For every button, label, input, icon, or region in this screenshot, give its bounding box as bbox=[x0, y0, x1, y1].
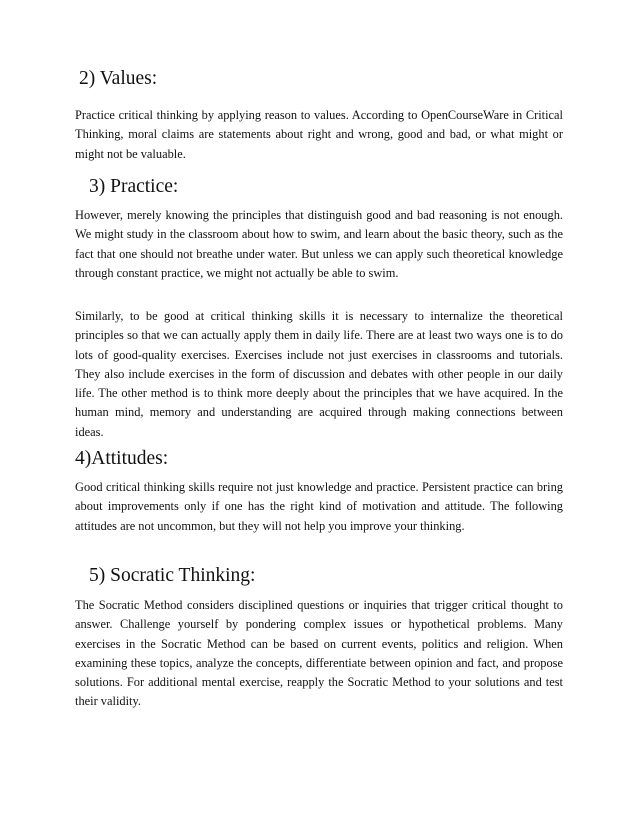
paragraph-practice-2: Similarly, to be good at critical thinking skills it is necessary to internalize the theoretical principles so that we can actually apply them in daily life. There are at least two ways one is to do lots of good-quality exercises. Exercises include not just exercises in classrooms and tutorials. They also include exercises in the form of discussion and debates with other people in our daily life. The other method is to think more deeply about the principles that we have acquired. In the human mind, memory and understanding are acquired through making connections between ideas. bbox=[75, 309, 563, 439]
heading-socratic-thinking: 5) Socratic Thinking: bbox=[89, 565, 256, 586]
heading-attitudes: 4)Attitudes: bbox=[75, 448, 169, 469]
paragraph-socratic-thinking: The Socratic Method considers disciplined questions or inquiries that trigger critical thought to answer. Challenge yourself by pondering complex issues or hypothetical problems. Many exercises in the Socratic Method can be based on current events, politics and religion. When examining these topics, analyze the concepts, differentiate between opinion and fact, and propose solutions. For additional mental exercise, reapply the Socratic Method to your solutions and test their validity. bbox=[75, 598, 563, 709]
paragraph-practice-1: However, merely knowing the principles that distinguish good and bad reasoning is not enough. We might study in the classroom about how to swim, and learn about the basic theory, such as the fact that one should not breathe under water. But unless we can apply such theoretical knowledge through constant practice, we might not actually be able to swim. bbox=[75, 208, 563, 280]
paragraph-values: Practice critical thinking by applying reason to values. According to OpenCourseWare in Critical Thinking, moral claims are statements about right and wrong, good and bad, or what might or might not be valuable. bbox=[75, 108, 563, 161]
heading-values: 2) Values: bbox=[79, 68, 158, 89]
heading-practice: 3) Practice: bbox=[89, 176, 179, 197]
paragraph-attitudes: Good critical thinking skills require not just knowledge and practice. Persistent practice can bring about improvements only if one has the right kind of motivation and attitude. The following attitudes are not uncommon, but they will not help you improve your thinking. bbox=[75, 480, 563, 533]
